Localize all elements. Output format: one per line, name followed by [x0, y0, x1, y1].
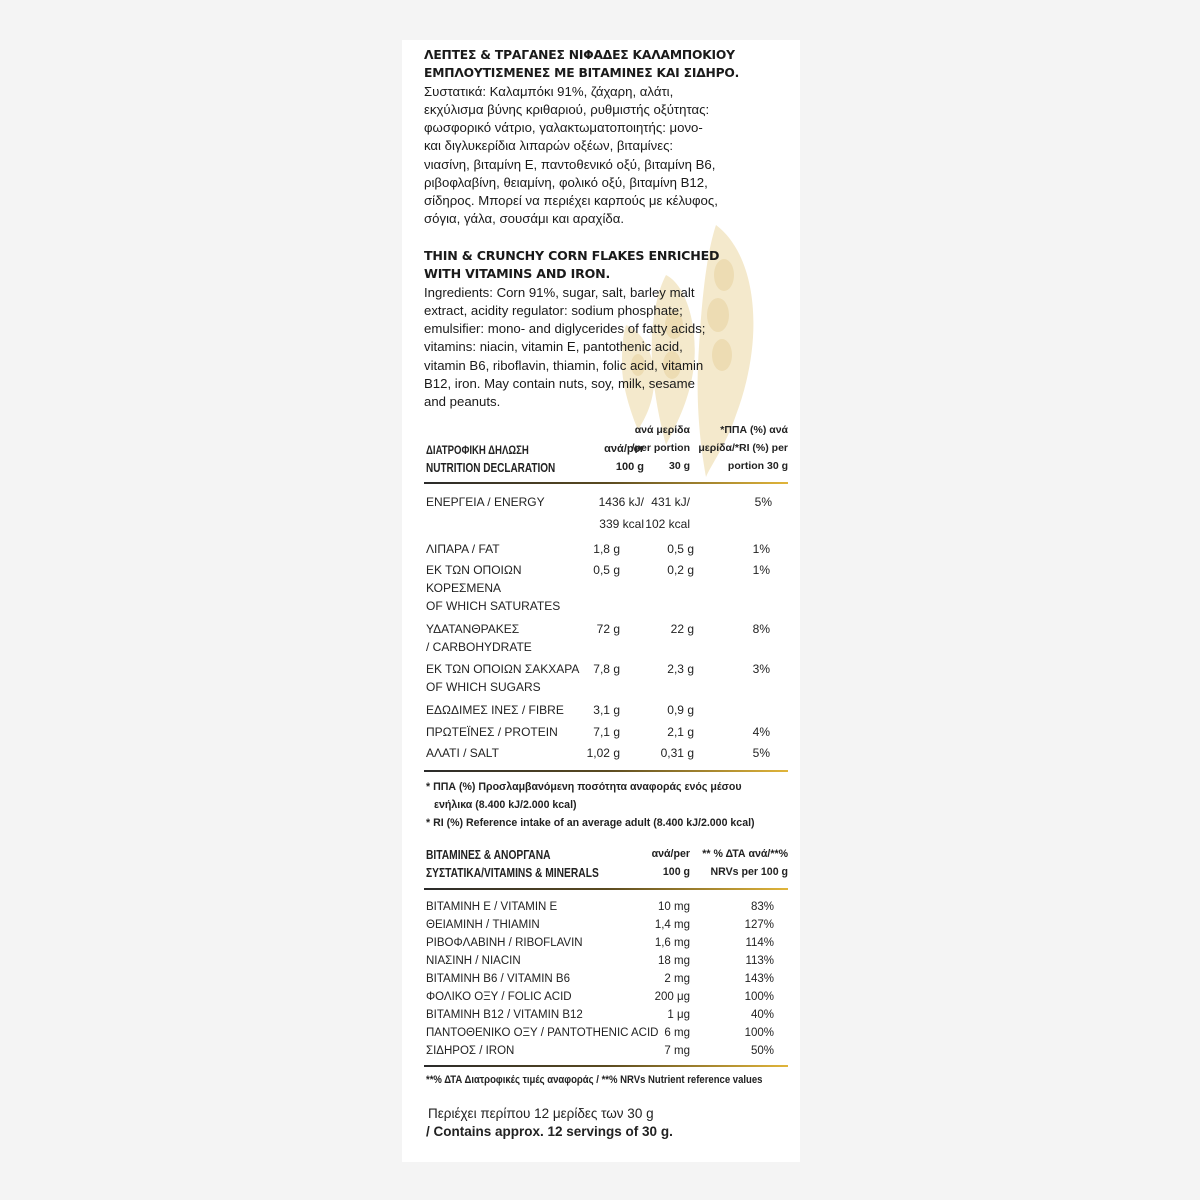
row-protein-name: ΠΡΩΤΕΪΝΕΣ / PROTEIN [426, 725, 558, 739]
row-carbohydrate-ri: 8% [752, 622, 770, 636]
vitamin-row-nrv: 113% [745, 955, 774, 967]
greek-text-line: σόγια, γάλα, σουσάμι και αραχίδα. [424, 211, 625, 227]
per-portion-header-1: ανά μερίδα [634, 424, 690, 436]
row-carbohydrate-per100: 72 g [596, 622, 620, 636]
row-fat-ri: 1% [752, 542, 770, 556]
row-saturates-ri: 1% [752, 563, 770, 577]
vitamins-header-rule [424, 888, 788, 890]
greek-text-line: φωσφορικό νάτριο, γαλακτωματοποιητής: μονο- [424, 120, 703, 136]
row-energy-ri: 5% [754, 495, 772, 509]
vitamin-row-amount: 1,4 mg [654, 919, 690, 931]
vitamin-row-name: ΡΙΒΟΦΛΑΒΙΝΗ / RIBOFLAVIN [426, 937, 583, 949]
row-saturates-name-2: ΚΟΡΕΣΜΕΝΑ [426, 581, 502, 595]
vitamin-row-amount: 2 mg [664, 973, 690, 985]
vitamins-bottom-rule [424, 1065, 788, 1067]
vit-per-100g-header-1: ανά/per [651, 848, 690, 860]
english-text-line: extract, acidity regulator: sodium phosphate; [424, 303, 683, 319]
vitamin-row-nrv: 143% [744, 973, 774, 985]
english-text-line: Ingredients: Corn 91%, sugar, salt, barley malt [424, 284, 695, 300]
ri-header-2: μερίδα/*RI (%) per [698, 442, 788, 454]
row-fat-portion: 0,5 g [667, 542, 694, 556]
vitamin-row-nrv: 114% [745, 937, 774, 949]
vitamins-heading-2: ΣΥΣΤΑΤΙΚΑ/VITAMINS & MINERALS [426, 866, 599, 880]
english-text-line: and peanuts. [424, 394, 501, 410]
greek-text-line: σίδηρος. Μπορεί να περιέχει καρπούς με κέλυφος, [424, 193, 718, 209]
row-fat-per100: 1,8 g [593, 542, 620, 556]
vitamin-row-nrv: 100% [744, 1027, 774, 1039]
greek-text-line: και διγλυκερίδια λιπαρών οξέων, βιταμίνες: [424, 138, 674, 154]
row-protein-portion: 2,1 g [667, 725, 694, 739]
table-bottom-rule [424, 770, 788, 772]
english-title-line-1: THIN & CRUNCHY CORN FLAKES ENRICHED [424, 248, 720, 263]
row-energy-portion-kcal: 102 kcal [645, 517, 690, 531]
vitamin-row-amount: 7 mg [664, 1045, 690, 1057]
row-fat-name: ΛΙΠΑΡΑ / FAT [426, 542, 500, 556]
label-panel [402, 40, 800, 1162]
vit-per-100g-header-2: 100 g [662, 866, 690, 878]
row-sugars-name-2: OF WHICH SUGARS [426, 680, 541, 694]
nrv-header-1: ** % ΔΤΑ ανά/**% [702, 848, 788, 860]
vitamin-row-name: ΝΙΑΣΙΝΗ / NIACIN [426, 955, 521, 967]
english-text-line: emulsifier: mono- and diglycerides of fatty acids; [424, 321, 706, 337]
row-saturates-name-3: OF WHICH SATURATES [426, 599, 561, 613]
english-title-line-2: WITH VITAMINS AND IRON. [424, 266, 611, 282]
row-sugars-portion: 2,3 g [667, 662, 694, 676]
row-saturates-portion: 0,2 g [667, 563, 694, 577]
greek-text-line: νιασίνη, βιταμίνη Ε, παντοθενικό οξύ, βιταμίνη Β6, [424, 156, 716, 172]
ri-header-1: *ΠΠΑ (%) ανά [720, 424, 788, 436]
row-saturates-per100: 0,5 g [593, 563, 620, 577]
per-100g-header-1: ανά/per [604, 443, 644, 455]
vitamin-row-amount: 1 μg [667, 1009, 690, 1021]
row-carbohydrate-name-1: ΥΔΑΤΑΝΘΡΑΚΕΣ [426, 622, 520, 636]
vitamin-row-amount: 6 mg [664, 1027, 690, 1039]
english-text-line: vitamins: niacin, vitamin E, pantothenic acid, [424, 339, 683, 355]
greek-title-line-1: ΛΕΠΤΕΣ & ΤΡΑΓΑΝΕΣ ΝΙΦΑΔΕΣ ΚΑΛΑΜΠΟΚΙΟΥ [424, 48, 735, 62]
row-saturates-name-1: ΕΚ ΤΩΝ ΟΠΟΙΩΝ [426, 563, 522, 577]
vitamin-row-nrv: 100% [744, 991, 774, 1003]
greek-ingredients [424, 46, 796, 228]
row-protein-ri: 4% [752, 725, 770, 739]
vitamin-row-nrv: 127% [744, 919, 774, 931]
vitamin-row-nrv: 83% [750, 901, 774, 913]
row-sugars-name-1: ΕΚ ΤΩΝ ΟΠΟΙΩΝ ΣΑΚΧΑΡΑ [426, 662, 580, 676]
vitamin-row-amount: 200 μg [654, 991, 690, 1003]
footnote-ri-gr-1: * ΠΠΑ (%) Προσλαμβανόμενη ποσότητα αναφοράς ενός μέσου [426, 781, 742, 793]
row-sugars-ri: 3% [752, 662, 770, 676]
vitamin-row-name: ΒΙΤΑΜΙΝΗ Β6 / VITAMIN B6 [426, 973, 570, 985]
per-portion-header-3: 30 g [668, 460, 690, 472]
english-text-line: B12, iron. May contain nuts, soy, milk, sesame [424, 375, 695, 391]
vitamin-row-nrv: 50% [750, 1045, 774, 1057]
vitamin-row-name: ΘΕΙΑΜΙΝΗ / THIAMIN [426, 919, 540, 931]
header-rule [424, 482, 788, 484]
row-salt-per100: 1,02 g [586, 746, 620, 760]
row-carbohydrate-name-2: / CARBOHYDRATE [426, 640, 532, 654]
row-fibre-portion: 0,9 g [667, 703, 694, 717]
vitamin-row-amount: 1,6 mg [654, 937, 690, 949]
nrv-header-2: NRVs per 100 g [710, 866, 788, 878]
row-energy-per100: 1436 kJ/ [598, 495, 644, 509]
row-energy-name: ΕΝΕΡΓΕΙΑ / ENERGY [426, 495, 545, 509]
vitamin-row-name: ΣΙΔΗΡΟΣ / IRON [426, 1045, 515, 1057]
greek-text-line: ριβοφλαβίνη, θειαμίνη, φολικό οξύ, βιταμίνη Β12, [424, 174, 708, 190]
row-protein-per100: 7,1 g [593, 725, 620, 739]
row-sugars-per100: 7,8 g [593, 662, 620, 676]
nutrition-heading-en: NUTRITION DECLARATION [426, 461, 556, 475]
vitamin-row-nrv: 40% [750, 1009, 774, 1021]
vitamin-row-name: ΒΙΤΑΜΙΝΗ Ε / VITAMIN E [426, 901, 558, 913]
row-energy-portion: 431 kJ/ [651, 495, 690, 509]
vitamin-row-name: ΦΟΛΙΚΟ ΟΞΥ / FOLIC ACID [426, 991, 572, 1003]
nrv-footnote: **% ΔΤΑ Διατροφικές τιμές αναφοράς / **% NRVs Nutrient reference values [426, 1074, 763, 1086]
vitamin-row-name: ΠΑΝΤΟΘΕΝΙΚΟ ΟΞΥ / PANTOTHENIC ACID [426, 1027, 659, 1039]
footnote-ri-en: * RI (%) Reference intake of an average adult (8.400 kJ/2.000 kcal) [426, 817, 755, 829]
row-fibre-per100: 3,1 g [593, 703, 620, 717]
servings-line-en: / Contains approx. 12 servings of 30 g. [426, 1124, 673, 1139]
footnote-ri-gr-2: ενήλικα (8.400 kJ/2.000 kcal) [434, 799, 577, 811]
greek-text-line: Συστατικά: Καλαμπόκι 91%, ζάχαρη, αλάτι, [424, 83, 674, 99]
row-salt-name: ΑΛΑΤΙ / SALT [426, 746, 499, 760]
vitamin-row-amount: 18 mg [658, 955, 690, 967]
vitamin-row-amount: 10 mg [658, 901, 690, 913]
english-ingredients [424, 247, 796, 411]
per-100g-header-2: 100 g [615, 461, 644, 473]
per-portion-header-2: /per portion [631, 442, 690, 454]
vitamin-row-name: ΒΙΤΑΜΙΝΗ Β12 / VITAMIN B12 [426, 1009, 583, 1021]
vitamins-heading-1: ΒΙΤΑΜΙΝΕΣ & ΑΝΟΡΓΑΝΑ [426, 848, 551, 862]
english-text-line: vitamin B6, riboflavin, thiamin, folic acid, vitamin [424, 357, 704, 373]
row-fibre-name: ΕΔΩΔΙΜΕΣ ΙΝΕΣ / FIBRE [426, 703, 564, 717]
row-carbohydrate-portion: 22 g [670, 622, 694, 636]
greek-text-line: εκχύλισμα βύνης κριθαριού, ρυθμιστής οξύτητας: [424, 102, 710, 118]
row-salt-ri: 5% [752, 746, 770, 760]
row-salt-portion: 0,31 g [660, 746, 694, 760]
greek-title-line-2: ΕΜΠΛΟΥΤΙΣΜΕΝΕΣ ΜΕ ΒΙΤΑΜΙΝΕΣ ΚΑΙ ΣΙΔΗΡΟ. [424, 66, 740, 81]
ri-header-3: portion 30 g [727, 460, 788, 472]
nutrition-heading-gr: ΔΙΑΤΡΟΦΙΚΗ ΔΗΛΩΣΗ [426, 443, 529, 457]
servings-line-gr: Περιέχει περίπου 12 μερίδες των 30 g [428, 1106, 654, 1121]
row-energy-per100-kcal: 339 kcal [599, 517, 644, 531]
